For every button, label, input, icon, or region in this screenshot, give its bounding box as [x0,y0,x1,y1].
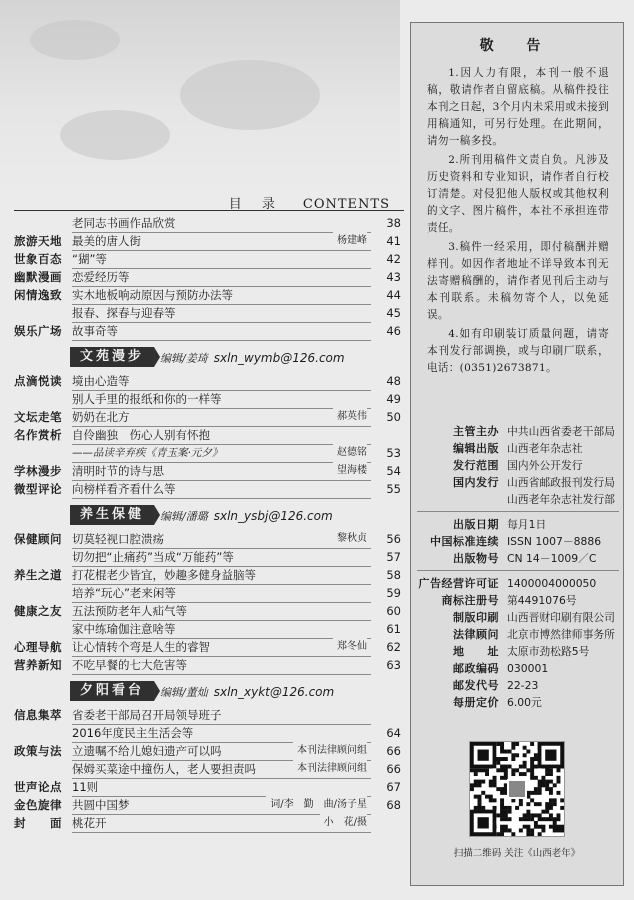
toc-title[interactable]: 切勿把“止痛药”当成“万能药”等 [72,548,371,567]
info-row [417,474,619,491]
toc-category: 闲情逸致 [14,288,62,302]
toc-category: 心理导航 [14,640,62,654]
publication-info [417,423,619,711]
toc-row[interactable] [0,584,405,602]
qr-caption: 扫描二维码 关注《山西老年》 [453,848,581,859]
toc-page: 62 [386,640,401,654]
info-key: 出版物号 [453,552,499,565]
info-value: CN 14－1009／C [507,552,597,565]
toc-page: 53 [386,446,401,460]
info-value: 1400004000050 [507,577,597,590]
info-value: 山西省邮政报刊发行局 [507,476,615,489]
toc-category: 旅游天地 [14,234,62,248]
toc-author: 本刊法律顾问组 [293,742,367,760]
info-key: 广告经营许可证 [418,577,499,590]
info-row [417,609,619,626]
toc-page: 57 [386,550,401,564]
info-key: 出版日期 [453,518,499,531]
toc-category: 封 面 [14,816,62,830]
toc-row[interactable] [0,426,405,444]
toc-author: 望海楼 [333,462,367,480]
toc-row[interactable] [0,548,405,566]
section-editor [160,684,334,700]
toc-title[interactable]: 清明时节的诗与思 [72,462,371,481]
toc-title[interactable]: 立遗嘱不给儿媳妇遗产可以吗 [72,742,371,761]
toc-page: 68 [386,798,401,812]
info-row [417,550,619,567]
header-rule [14,210,404,211]
toc-page: 61 [386,622,401,636]
toc-page: 38 [386,216,401,230]
toc-page: 55 [386,482,401,496]
toc-row[interactable] [0,390,405,408]
toc-category: 幽默漫画 [14,270,62,284]
toc-title[interactable]: 恋爱经历等 [72,268,371,287]
toc-category: 营养新知 [14,658,62,672]
editor-label: 编辑/董灿 [160,686,208,699]
qr-code[interactable] [469,741,565,837]
info-value: 030001 [507,662,549,675]
toc-title[interactable]: 不吃早餐的七大危害等 [72,656,371,675]
toc-category: 世声论点 [14,780,62,794]
toc-row[interactable] [0,760,405,778]
contents-header-cn: 目 录 [228,197,283,212]
info-key: 编辑出版 [453,442,499,455]
toc-row[interactable] [0,372,405,390]
info-row [417,491,619,508]
info-key: 邮政编码 [453,662,499,675]
info-key: 中国标准连续 [430,535,499,548]
toc-page: 59 [386,586,401,600]
info-row [417,516,619,533]
info-value: 山西晋财印刷有限公司 [507,611,615,624]
notice-title: 敬 告 [479,38,555,54]
toc-row[interactable] [0,232,405,250]
qr-code-image [470,742,564,836]
info-key: 商标注册号 [441,594,499,607]
section-badge: 养生保健 [70,505,154,525]
toc-row[interactable] [0,444,405,462]
info-value: 中共山西省委老干部局 [507,425,615,438]
section-header [0,502,405,528]
table-of-contents [0,214,405,832]
section-editor [160,508,333,524]
toc-page: 43 [386,270,401,284]
toc-author: 杨建峰 [333,232,367,250]
section-header [0,678,405,704]
divider [417,511,619,512]
notice-paragraph: 1.因人力有限，本刊一般不退稿，敬请作者自留底稿。从稿件投往本刊之日起，3个月内未采用或未接到用稿通知，可另行处理。在此期间，请勿一稿多投。 [427,67,609,147]
section-editor [160,350,345,366]
contents-header-en: CONTENTS [302,197,390,212]
toc-title[interactable]: ——品读辛弃疾《青玉案·元夕》 [72,444,371,463]
toc-page: 67 [386,780,401,794]
editor-email[interactable]: sxln_ysbj@126.com [213,509,333,523]
toc-title[interactable]: 家中练瑜伽注意啥等 [72,620,371,639]
toc-category: 保健顾问 [14,532,62,546]
info-row [417,423,619,440]
toc-title[interactable]: 培养“玩心”老来闲等 [72,584,371,603]
info-key: 法律顾问 [453,628,499,641]
toc-category: 金色旋律 [14,798,62,812]
editor-email[interactable]: sxln_xykt@126.com [213,685,335,699]
toc-author: 词/李 勤 曲/汤子星 [266,796,367,814]
editor-label: 编辑/姜琦 [160,352,208,365]
toc-title[interactable]: 桃花开 [72,814,371,833]
toc-row[interactable] [0,250,405,268]
toc-author: 黎秋贞 [333,530,367,548]
toc-row[interactable] [0,480,405,498]
toc-page: 66 [386,762,401,776]
toc-category: 名作赏析 [14,428,62,442]
info-value: 山西老年杂志社 [507,442,583,455]
toc-row[interactable] [0,304,405,322]
editor-email[interactable]: sxln_wymb@126.com [213,351,345,365]
notice-paragraph: 2.所刊用稿件文责自负。凡涉及历史资料和专业知识，请作者自行校订清楚。对侵犯他人版权或其他权利的文字、图片稿件，本社不承担连带责任。 [427,154,609,234]
toc-title[interactable]: 老同志书画作品欣赏 [72,214,371,233]
toc-title[interactable]: 境由心造等 [72,372,371,391]
toc-author: 本刊法律顾问组 [293,760,367,778]
toc-page: 49 [386,392,401,406]
toc-page: 50 [386,410,401,424]
toc-row[interactable] [0,408,405,426]
info-row [417,592,619,609]
toc-row[interactable] [0,566,405,584]
toc-row[interactable] [0,530,405,548]
info-value: ISSN 1007－8886 [507,535,602,548]
toc-page: 60 [386,604,401,618]
toc-row[interactable] [0,742,405,760]
divider [417,570,619,571]
info-row [417,533,619,550]
toc-title[interactable]: 五法预防老年人疝气等 [72,602,371,621]
toc-title[interactable]: 奶奶在北方 [72,408,371,427]
toc-row[interactable] [0,322,405,340]
info-row [417,440,619,457]
info-key: 每册定价 [453,696,499,709]
info-row [417,694,619,711]
info-row [417,677,619,694]
info-value: 第4491076号 [507,594,577,607]
toc-title[interactable]: 最美的唐人街 [72,232,371,251]
toc-row[interactable] [0,268,405,286]
contents-header [150,193,390,212]
toc-row[interactable] [0,724,405,742]
info-value: 22-23 [507,679,539,692]
toc-category: 微型评论 [14,482,62,496]
toc-category: 养生之道 [14,568,62,582]
toc-page: 45 [386,306,401,320]
toc-row[interactable] [0,602,405,620]
info-value: 太原市劲松路5号 [507,645,590,658]
info-value: 6.00元 [507,696,542,709]
toc-page: 42 [386,252,401,266]
info-row [417,457,619,474]
toc-row[interactable] [0,638,405,656]
info-key: 制版印刷 [453,611,499,624]
toc-page: 44 [386,288,401,302]
toc-row[interactable] [0,796,405,814]
toc-title[interactable]: 让心情转个弯是人生的睿智 [72,638,371,657]
toc-title[interactable]: 故事奇等 [72,322,371,341]
info-key: 邮发代号 [453,679,499,692]
toc-title[interactable]: 别人手里的报纸和你的一样等 [72,390,371,409]
toc-row[interactable] [0,814,405,832]
info-value: 国内外公开发行 [507,459,583,472]
info-row [417,660,619,677]
toc-category: 点滴悦读 [14,374,62,388]
toc-page: 64 [386,726,401,740]
info-key: 国内发行 [453,476,499,489]
section-badge: 文苑漫步 [70,347,154,367]
toc-page: 63 [386,658,401,672]
toc-row[interactable] [0,214,405,232]
toc-row[interactable] [0,620,405,638]
info-row [417,575,619,592]
toc-row[interactable] [0,286,405,304]
toc-title[interactable]: 实木地板响动原因与预防办法等 [72,286,371,305]
toc-author: 赵德铭 [333,444,367,462]
toc-page: 46 [386,324,401,338]
info-key: 发行范围 [453,459,499,472]
info-row [417,643,619,660]
section-header [0,344,405,370]
toc-title[interactable]: 保姆买菜途中撞伤人，老人要担责吗 [72,760,371,779]
toc-category: 世象百态 [14,252,62,266]
info-value: 每月1日 [507,518,547,531]
toc-title[interactable]: 切莫轻视口腔溃疡 [72,530,371,549]
header-photo-strip [0,0,400,190]
toc-author: 郑冬仙 [333,638,367,656]
section-badge: 夕阳看台 [70,681,154,701]
info-value: 山西老年杂志社发行部 [507,493,615,506]
toc-category: 学林漫步 [14,464,62,478]
toc-row[interactable] [0,462,405,480]
editor-label: 编辑/潘璐 [160,510,208,523]
toc-category: 健康之友 [14,604,62,618]
toc-page: 41 [386,234,401,248]
toc-category: 政策与法 [14,744,62,758]
toc-row[interactable] [0,656,405,674]
toc-page: 48 [386,374,401,388]
toc-title[interactable]: 报春、探春与迎春等 [72,304,371,323]
toc-title[interactable]: 省委老干部局召开局领导班子 [72,706,371,725]
toc-page: 66 [386,744,401,758]
notice-body [427,65,609,377]
toc-title[interactable]: 自伶幽独 伤心人别有怀抱 [72,426,371,445]
info-key: 主管主办 [453,425,499,438]
toc-author: 小 花/摄 [320,814,367,832]
info-key: 地 址 [453,645,499,658]
toc-page: 54 [386,464,401,478]
toc-title[interactable]: 向榜样看齐看什么等 [72,480,371,499]
notice-paragraph: 3.稿件一经采用，即付稿酬并赠样刊。如因作者地址不详导致本刊无法寄赠稿酬的，请作者见刊后主动与本刊联系。未稿勿寄个人，以免延误。 [427,241,609,321]
toc-title[interactable]: 2016年度民主生活会等 [72,724,371,743]
toc-page: 56 [386,532,401,546]
toc-category: 文坛走笔 [14,410,62,424]
toc-category: 信息集萃 [14,708,62,722]
toc-title[interactable]: “猢”等 [72,250,371,269]
toc-author: 郝英伟 [333,408,367,426]
info-panel [410,22,624,886]
info-value: 北京市博然律师事务所 [507,628,615,641]
toc-title[interactable]: 11则 [72,778,371,797]
toc-category: 娱乐广场 [14,324,62,338]
toc-row[interactable] [0,778,405,796]
toc-row[interactable] [0,706,405,724]
info-row [417,626,619,643]
notice-paragraph: 4.如有印刷装订质量问题，请寄本刊发行部调换，或与印刷厂联系，电话：(0351)2673871。 [427,328,609,374]
toc-page: 58 [386,568,401,582]
toc-title[interactable]: 打花棍老少皆宜，妙趣多健身益脑等 [72,566,371,585]
toc-title[interactable]: 共圆中国梦 [72,796,371,815]
